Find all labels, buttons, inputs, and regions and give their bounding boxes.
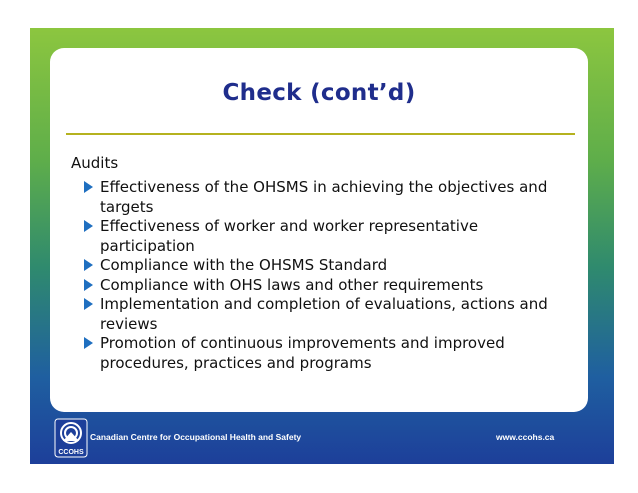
- bullet-text: Implementation and completion of evaluations, actions and reviews: [100, 295, 548, 333]
- list-item: [82, 276, 552, 296]
- bullet-text: Promotion of continuous improvements and improved procedures, practices and programs: [100, 334, 505, 372]
- bullet-list: [82, 178, 552, 373]
- title-divider: [66, 133, 575, 135]
- list-item: [82, 256, 552, 276]
- triangle-bullet-icon: [84, 298, 93, 310]
- bullet-text: Effectiveness of worker and worker representative participation: [100, 217, 479, 255]
- triangle-bullet-icon: [84, 259, 93, 271]
- list-item: [82, 334, 552, 373]
- triangle-bullet-icon: [84, 337, 93, 349]
- slide-title: Check (cont’d): [222, 80, 416, 106]
- triangle-bullet-icon: [84, 181, 93, 193]
- logo-text: CCOHS: [58, 449, 84, 456]
- footer-url-link[interactable]: www.ccohs.ca: [496, 432, 555, 442]
- list-item: [82, 178, 552, 217]
- section-heading: Audits: [71, 154, 119, 172]
- footer-organization: Canadian Centre for Occupational Health and Safety: [90, 432, 302, 442]
- bullet-text: Compliance with the OHSMS Standard: [100, 256, 388, 274]
- list-item: [82, 295, 552, 334]
- triangle-bullet-icon: [84, 279, 93, 291]
- bullet-text: Effectiveness of the OHSMS in achieving the objectives and targets: [100, 178, 548, 216]
- list-item: [82, 217, 552, 256]
- ccohs-logo-icon: [54, 418, 88, 458]
- bullet-text: Compliance with OHS laws and other requirements: [100, 275, 484, 294]
- triangle-bullet-icon: [84, 220, 93, 232]
